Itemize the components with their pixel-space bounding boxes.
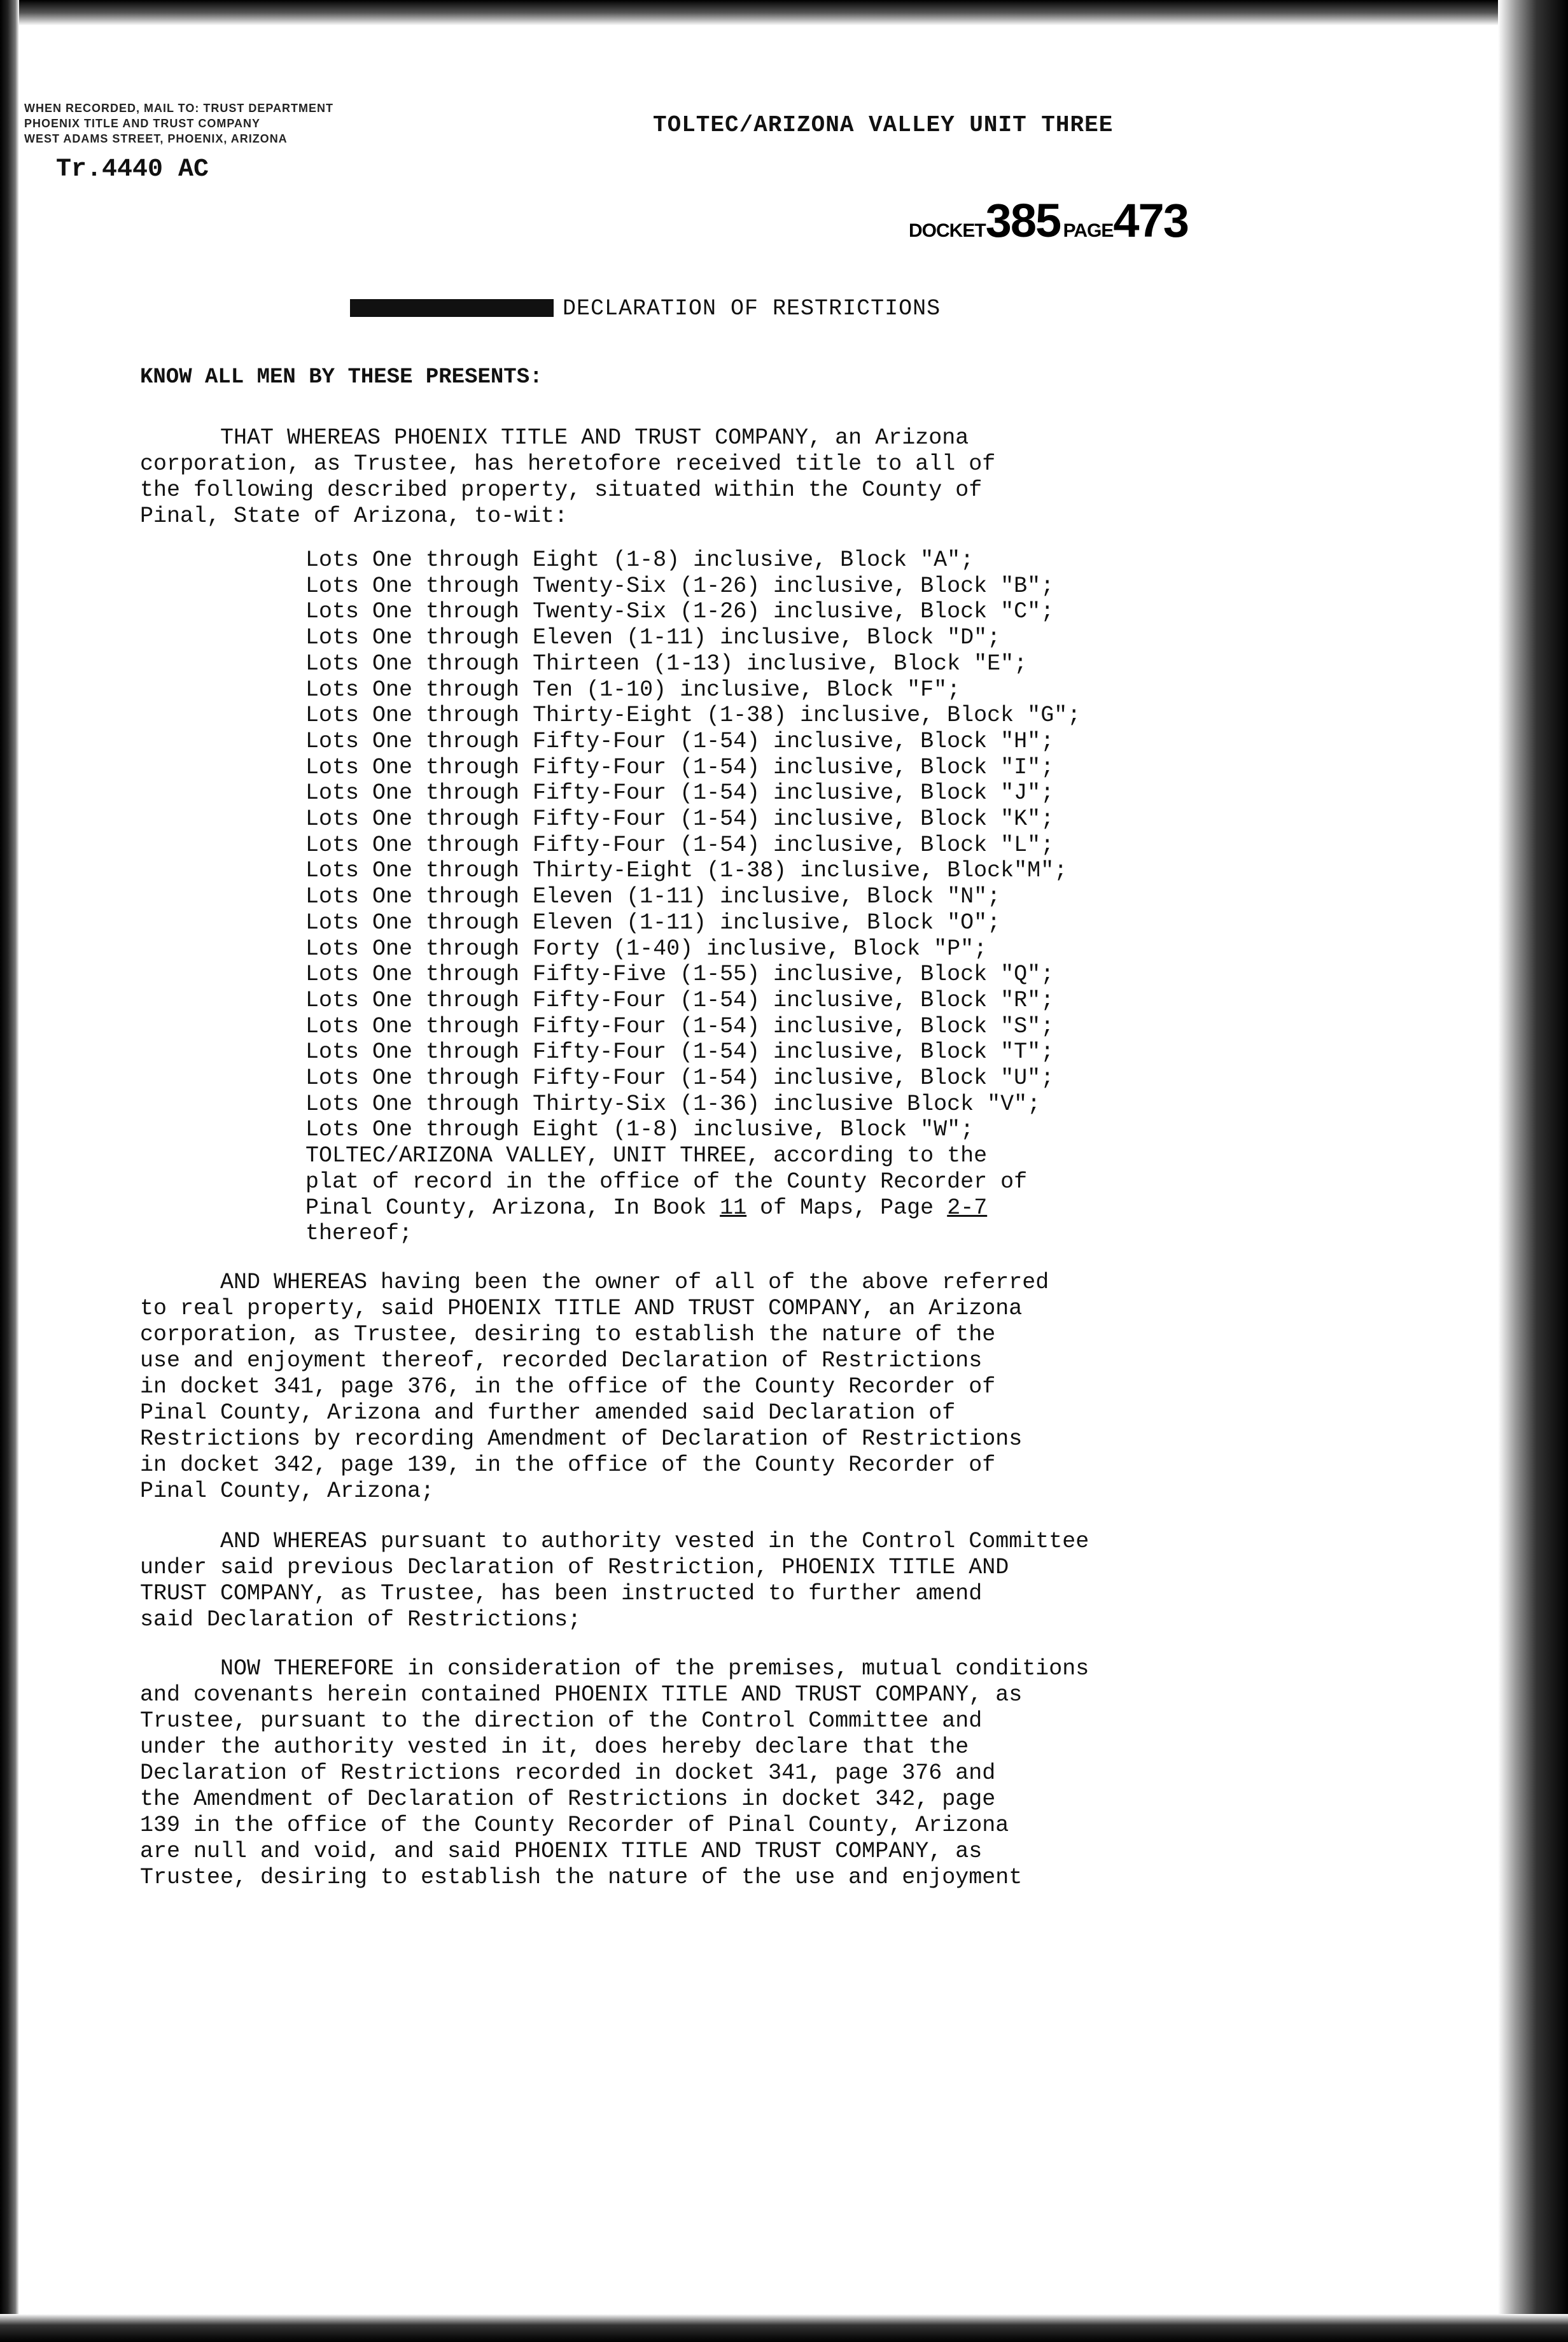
lot-line: Lots One through Fifty-Four (1-54) inclusive, Block "U"; — [305, 1065, 1054, 1091]
scan-edge-top — [0, 0, 1568, 25]
paragraph-line: use and enjoyment thereof, recorded Declaration of Restrictions — [140, 1348, 983, 1373]
redaction-mark — [350, 299, 554, 317]
lot-line: Lots One through Thirty-Six (1-36) inclusive Block "V"; — [305, 1091, 1041, 1117]
lot-line: Lots One through Eleven (1-11) inclusive, Block "D"; — [305, 625, 1001, 651]
document-title — [350, 296, 941, 321]
lot-line: Lots One through Forty (1-40) inclusive, Block "P"; — [305, 936, 988, 962]
scan-edge-left — [0, 0, 19, 2342]
lot-line: Lots One through Fifty-Five (1-55) inclusive, Block "Q"; — [305, 962, 1054, 988]
paragraph-line: Restrictions by recording Amendment of Declaration of Restrictions — [140, 1426, 1023, 1452]
stamp-line: WHEN RECORDED, MAIL TO: TRUST DEPARTMENT — [24, 102, 333, 115]
paragraph-line: and covenants herein contained PHOENIX TITLE AND TRUST COMPANY, as — [140, 1682, 1023, 1707]
plat-line: thereof; — [305, 1221, 413, 1247]
lot-line: Lots One through Twenty-Six (1-26) inclusive, Block "B"; — [305, 573, 1054, 599]
lot-line: Lots One through Thirty-Eight (1-38) inclusive, Block "G"; — [305, 703, 1081, 729]
paragraph-line: in docket 342, page 139, in the office of the County Recorder of — [140, 1452, 996, 1478]
paragraph-line: AND WHEREAS having been the owner of all of the above referred — [140, 1270, 1049, 1295]
paragraph-line: Trustee, pursuant to the direction of the Control Committee and — [140, 1708, 983, 1734]
lot-line: Lots One through Eleven (1-11) inclusive, Block "O"; — [305, 909, 1001, 936]
tract-number: Tr.4440 AC — [56, 155, 209, 184]
paragraph-line: to real property, said PHOENIX TITLE AND TRUST COMPANY, an Arizona — [140, 1296, 1023, 1321]
stamp-line: WEST ADAMS STREET, PHOENIX, ARIZONA — [24, 132, 288, 145]
lot-line: Lots One through Eight (1-8) inclusive, Block "A"; — [305, 547, 974, 573]
lot-line: Lots One through Fifty-Four (1-54) inclusive, Block "S"; — [305, 1013, 1054, 1039]
paragraph-and-whereas-owner — [140, 1270, 1049, 1504]
plat-line: plat of record in the office of the County Recorder of — [305, 1168, 1028, 1195]
scan-edge-bottom — [0, 2314, 1568, 2342]
lot-line: Lots One through Twenty-Six (1-26) inclusive, Block "C"; — [305, 599, 1054, 625]
plat-line: TOLTEC/ARIZONA VALLEY, UNIT THREE, according to the — [305, 1143, 988, 1169]
lot-line: Lots One through Fifty-Four (1-54) inclusive, Block "K"; — [305, 806, 1054, 832]
paragraph-line: Pinal County, Arizona and further amended said Declaration of — [140, 1400, 956, 1426]
header-title: TOLTEC/ARIZONA VALLEY UNIT THREE — [653, 112, 1114, 138]
lot-line: Lots One through Thirty-Eight (1-38) inclusive, Block"M"; — [305, 858, 1068, 884]
lot-line: Lots One through Fifty-Four (1-54) inclusive, Block "L"; — [305, 832, 1054, 858]
docket-stamp — [909, 193, 1188, 248]
plat-line-middle: of Maps, Page — [746, 1195, 948, 1221]
page-number: 473 — [1113, 194, 1188, 247]
lot-line: Lots One through Fifty-Four (1-54) inclusive, Block "T"; — [305, 1039, 1054, 1065]
lot-line: Lots One through Eleven (1-11) inclusive, Block "N"; — [305, 884, 1001, 910]
paragraph-line: NOW THEREFORE in consideration of the premises, mutual conditions — [140, 1656, 1089, 1681]
paragraph-line: Trustee, desiring to establish the nature of the use and enjoyment — [140, 1865, 1023, 1890]
paragraph-line: TRUST COMPANY, as Trustee, has been instructed to further amend — [140, 1581, 983, 1606]
paragraph-line: Declaration of Restrictions recorded in docket 341, page 376 and — [140, 1760, 996, 1786]
lot-line: Lots One through Fifty-Four (1-54) inclusive, Block "J"; — [305, 780, 1054, 806]
plat-book: 11 — [720, 1195, 747, 1221]
docket-number: 385 — [985, 194, 1061, 247]
paragraph-line: Pinal County, Arizona; — [140, 1478, 435, 1504]
paragraph-and-whereas-authority — [140, 1529, 1089, 1633]
page-label: PAGE — [1063, 220, 1114, 241]
plat-line-prefix: Pinal County, Arizona, In Book — [305, 1195, 720, 1221]
lot-line: Lots One through Ten (1-10) inclusive, Block "F"; — [305, 677, 961, 703]
lots-list — [305, 547, 1081, 1247]
intro-paragraph — [140, 425, 995, 529]
paragraph-line: 139 in the office of the County Recorder of Pinal County, Arizona — [140, 1813, 1009, 1838]
paragraph-line: said Declaration of Restrictions; — [140, 1607, 582, 1632]
lot-line: Lots One through Fifty-Four (1-54) inclusive, Block "R"; — [305, 987, 1054, 1013]
paragraph-line: AND WHEREAS pursuant to authority vested in the Control Committee — [140, 1529, 1089, 1554]
docket-label: DOCKET — [909, 220, 986, 241]
paragraph-line: the following described property, situated within the County of — [140, 477, 983, 503]
paragraph-line: in docket 341, page 376, in the office of the County Recorder of — [140, 1374, 996, 1399]
plat-line — [305, 1195, 1081, 1221]
paragraph-line: Pinal, State of Arizona, to-wit: — [140, 503, 568, 529]
lot-line: Lots One through Eight (1-8) inclusive, Block "W"; — [305, 1117, 974, 1143]
paragraph-line: corporation, as Trustee, has heretofore received title to all of — [140, 451, 996, 477]
paragraph-line: are null and void, and said PHOENIX TITLE AND TRUST COMPANY, as — [140, 1839, 983, 1864]
paragraph-line: THAT WHEREAS PHOENIX TITLE AND TRUST COMPANY, an Arizona — [140, 425, 969, 451]
paragraph-line: under the authority vested in it, does hereby declare that the — [140, 1734, 969, 1760]
lot-line: Lots One through Thirteen (1-13) inclusive, Block "E"; — [305, 650, 1028, 677]
lot-line: Lots One through Fifty-Four (1-54) inclusive, Block "I"; — [305, 754, 1054, 780]
plat-page: 2-7 — [947, 1195, 988, 1221]
stamp-line: PHOENIX TITLE AND TRUST COMPANY — [24, 117, 261, 130]
paragraph-line: corporation, as Trustee, desiring to establish the nature of the — [140, 1322, 996, 1347]
paragraph-line: under said previous Declaration of Restriction, PHOENIX TITLE AND — [140, 1555, 1009, 1580]
paragraph-line: the Amendment of Declaration of Restrictions in docket 342, page — [140, 1786, 996, 1812]
scan-edge-right — [1498, 0, 1568, 2342]
recording-stamp — [24, 101, 431, 146]
salutation: KNOW ALL MEN BY THESE PRESENTS: — [140, 365, 543, 389]
lot-line: Lots One through Fifty-Four (1-54) inclusive, Block "H"; — [305, 728, 1054, 754]
paragraph-now-therefore — [140, 1656, 1089, 1891]
document-title-text: DECLARATION OF RESTRICTIONS — [563, 296, 941, 321]
